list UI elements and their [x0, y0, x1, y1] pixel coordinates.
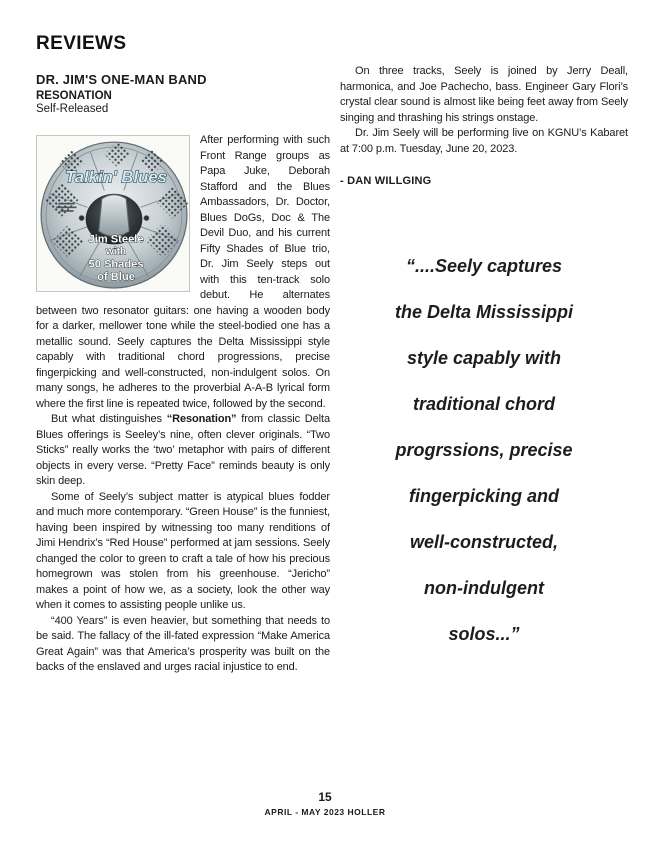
- album-title: RESONATION: [36, 89, 112, 102]
- page-title: REVIEWS: [36, 33, 127, 54]
- footer-text: APRIL - MAY 2023 HOLLER: [264, 807, 386, 817]
- pull-quote-line: the Delta Mississippi: [394, 302, 574, 322]
- screw-right: [144, 216, 149, 221]
- svg-text:Jim Steele: Jim Steele: [88, 233, 144, 246]
- review-header: [36, 73, 330, 116]
- pull-quote: [340, 243, 628, 657]
- pull-quote-line: traditional chord: [412, 394, 555, 414]
- paragraph: After performing with such Front Range groups as Papa Juke, Deborah Stafford and the Blues Ambassadors, Dr. Doctor, Blues DoGs, Doc & The Devil Duo, and his current Fifty Shades of Blue trio, Dr. Jim Seely steps out with this ten-track solo debut. He alternates between two resonator guitars: one having a wooden body for a darker, mellower tone while the steel-bodied one has a metallic sound. Seely captures the Delta Mississippi style capably with traditional chord progressions, precise fingerpicking and well-constructed, non-indulgent solos. On many songs, he adheres to the proverbial A-A-B lyrical form where the first line is repeated twice, followed by the second.: [36, 134, 330, 410]
- page-number: 15: [318, 790, 332, 804]
- review-paragraphs-right: [340, 64, 628, 157]
- review-body: [36, 133, 330, 676]
- album-art-title: Talkin' Blues: [65, 167, 167, 187]
- pull-quote-line: fingerpicking and: [408, 486, 559, 506]
- pull-quote-line: solos...”: [448, 624, 520, 644]
- pull-quote-line: well-constructed,: [409, 532, 559, 552]
- svg-text:of Blue: of Blue: [97, 271, 135, 284]
- svg-text:with: with: [105, 246, 127, 258]
- artist-name: DR. JIM'S ONE-MAN BAND: [36, 72, 207, 87]
- paragraph: But what distinguishes “Resonation” from classic Delta Blues offerings is Seeley’s nine, often clever originals. “Two Sticks” really works the ‘two’ metaphor with pairs of different objects in every verse. “Pretty Face” reminds beauty is only skin deep.: [36, 413, 330, 488]
- paragraph: “400 Years” is even heavier, but something that needs to be said. The fallacy of the ill-fated expression “Make America Great Again” was that America’s prosperity was built on the backs of the enslaved and urges racial injustice to end.: [36, 614, 330, 674]
- resonator-cone-artwork: [37, 136, 189, 291]
- paragraph: Dr. Jim Seely will be performing live on KGNU’s Kabaret at 7:00 p.m. Tuesday, June 20, 2023.: [340, 127, 628, 155]
- left-column: [36, 0, 330, 676]
- svg-text:50 Shades: 50 Shades: [88, 258, 144, 271]
- paragraph: On three tracks, Seely is joined by Jerry Deall, harmonica, and Joe Pachecho, bass. Engineer Gary Flori’s crystal clear sound is almost like being feet away from Seely singing and thrashing his strings onstage.: [340, 65, 628, 124]
- pull-quote-line: non-indulgent: [424, 578, 544, 598]
- byline: - DAN WILLGING: [340, 175, 432, 187]
- screw-left: [79, 216, 84, 221]
- record-label: Self-Released: [36, 103, 109, 116]
- right-column: [340, 0, 628, 676]
- album-cover-image: [36, 135, 190, 292]
- paragraph: Some of Seely’s subject matter is atypical blues fodder and much more contemporary. “Green House” is the funniest, having been inspired by witnessing too many renditions of Jimi Hendrix’s “Red House” performed at jam sessions. Seely changed the color to green to craft a tale of how his precious homegrown was stolen from his greenhouse. “Jericho” makes a point of how we, as a society, look the other way when it comes to assisting people unlike us.: [36, 490, 330, 612]
- two-column-layout: [36, 0, 628, 676]
- pull-quote-line: progrssions, precise: [395, 440, 573, 460]
- hub-cover-plate: [99, 195, 129, 237]
- pull-quote-line: style capably with: [406, 348, 562, 368]
- pull-quote-line: “....Seely captures: [405, 256, 563, 276]
